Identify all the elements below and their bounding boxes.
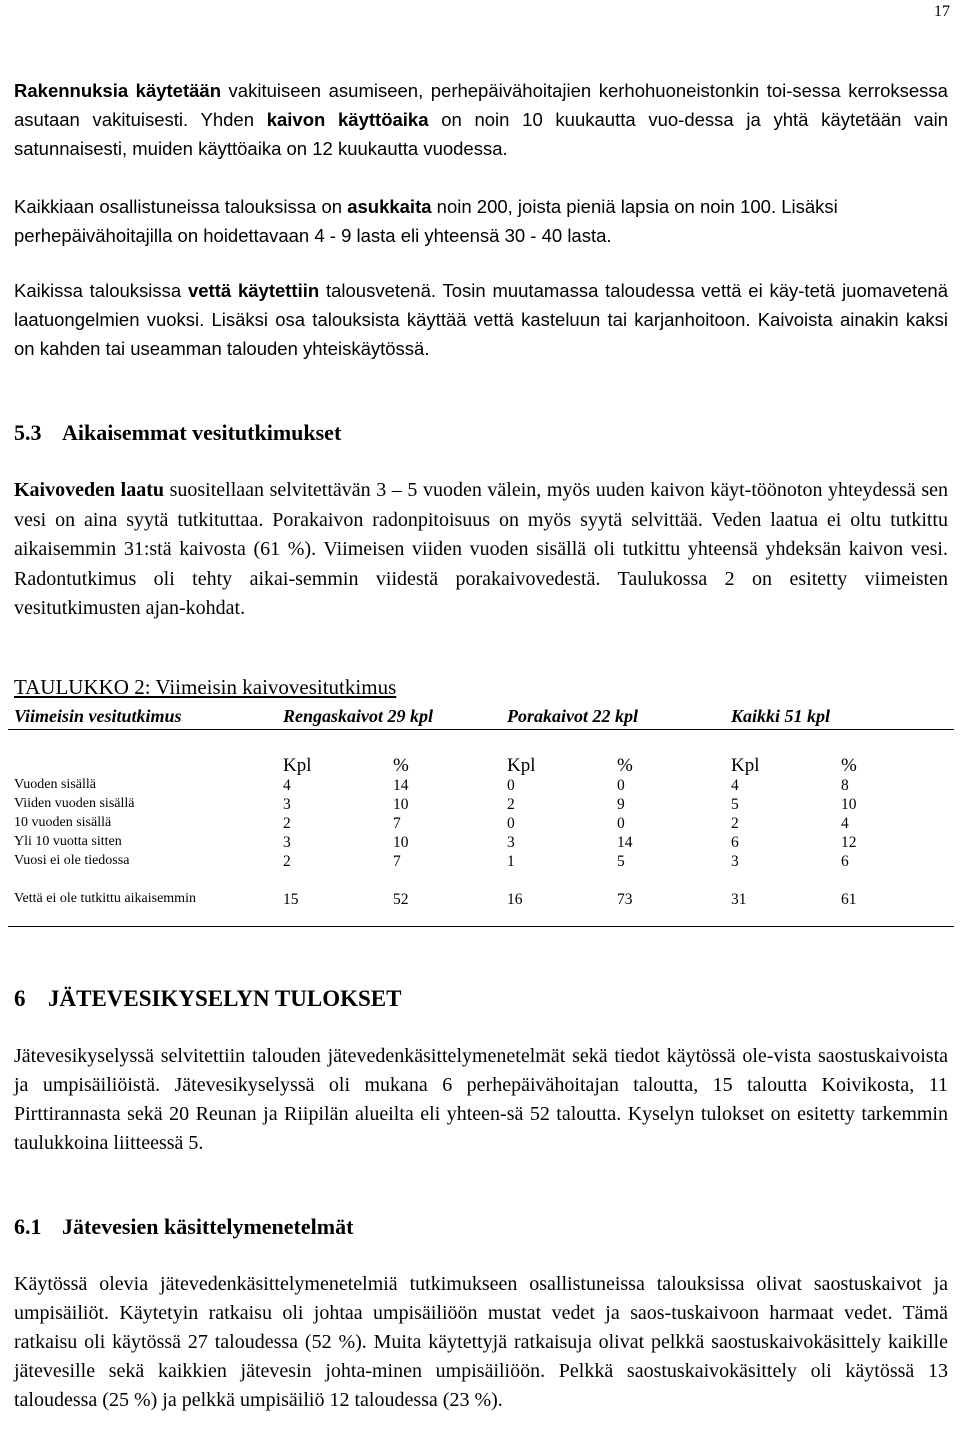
table-top-rule (8, 729, 954, 730)
paragraph-buildings: Rakennuksia käytetään vakituiseen asumiseen, perhepäivähoitajien kerhohuoneistonkin toi-sessa kerroksessa asutaan vakituisesti. Yhden kaivon käyttöaika on noin 10 kuukautta vuo-dessa ja yhtä käytetään vain satunnaisesti, muiden käyttöaika on 12 kuukautta vuodessa. (14, 80, 949, 159)
table-row: Viiden vuoden sisällä 3 10 2 9 5 10 (14, 796, 857, 813)
table-header-cell: Rengaskaivot 29 kpl (283, 706, 434, 726)
table-header-row (0, 706, 960, 726)
table-row: Vuoden sisällä 4 14 0 0 4 8 (14, 777, 849, 794)
table-header-cell: Viimeisin vesitutkimus (14, 706, 182, 726)
unit-cell: Kpl (507, 755, 536, 776)
paragraph-residents: Kaikkiaan osallistuneissa talouksissa on asukkaita noin 200, joista pieniä lapsia on noin 100. Lisäksi perhepäivähoitajilla on hoidettavaan 4 - 9 lasta eli yhteensä 30 - 40 lasta. (14, 196, 838, 246)
paragraph-water-quality: Kaivoveden laatu suositellaan selvitettävän 3 – 5 vuoden välein, myös uuden kaivon käyt-töönoton yhteydessä sen vesi on aina syytä tutkituttaa. Porakaivon radonpitoisuus on myös syytä selvittää. Veden laatua ei oltu tutkittu aikaisemmin 31:stä kaivosta (61 %). Viimeisen viiden vuoden sisällä oli tutkittu yhteensä yhdeksän kaivon vesi. Radontutkimus oli tehty aikai-semmin viidestä porakaivovedestä. Taulukossa 2 on esitetty viimeisten vesitutkimusten ajan-kohdat. (14, 479, 949, 619)
unit-cell: % (393, 755, 409, 776)
table-row: Yli 10 vuotta sitten 3 10 3 14 6 12 (14, 834, 857, 851)
section-heading-5-3: 5.3 Aikaisemmat vesitutkimukset (14, 420, 342, 445)
unit-cell: Kpl (283, 755, 312, 776)
section-heading-6: 6 JÄTEVESIKYSELYN TULOKSET (14, 986, 402, 1011)
table-bottom-rule (8, 926, 954, 927)
table-summary-row: Vettä ei ole tutkittu aikaisemmin 15 52 16 73 31 61 (14, 891, 857, 908)
table-header-cell: Porakaivot 22 kpl (507, 706, 638, 726)
paragraph-water-use: Kaikissa talouksissa vettä käytettiin talousvetenä. Tosin muutamassa taloudessa vettä ei käy-tetä juomavetenä laatuongelmien vuoksi. Lisäksi osa talouksista käyttää vettä kasteluun tai karjanhoitoon. Kaivoista ainakin kaksi on kahden tai useamman talouden yhteiskäytössä. (14, 280, 949, 359)
section-heading-6-1: 6.1 Jätevesien käsittelymenetelmät (14, 1214, 354, 1239)
table-row: 10 vuoden sisällä 2 7 0 0 2 4 (14, 815, 849, 832)
table-title: TAULUKKO 2: Viimeisin kaivovesitutkimus (14, 675, 397, 699)
paragraph-wastewater-survey: Jätevesikyselyssä selvitettiin talouden jätevedenkäsittelymenetelmät sekä tiedot käytössä ole-vista saostuskaivoista ja umpisäiliöistä. Jätevesikyselyssä oli mukana 6 perhepäivähoitajan taloutta, 15 taloutta Koivikosta, 11 Pirttirannasta sekä 20 Reunan ja Riipilän alueilta eli yhteen-sä 52 taloutta. Kyselyn tulokset on esitetty tarkemmin taulukkoina liitteessä 5. (14, 1045, 948, 1154)
unit-cell: Kpl (731, 755, 760, 776)
table-header-cell: Kaikki 51 kpl (731, 706, 831, 726)
unit-cell: % (841, 755, 857, 776)
page-number: 17 (934, 3, 950, 20)
unit-cell: % (617, 755, 633, 776)
paragraph-treatment-methods: Käytössä olevia jätevedenkäsittelymenetelmiä tutkimukseen osallistuneissa talouksissa olivat saostuskaivot ja umpisäiliöt. Käytetyin ratkaisu oli johtaa umpisäiliöön mustat vedet ja saos-tuskaivoon harmaat vedet. Tämä ratkaisu oli käytössä 27 taloudessa (52 %). Muita käytettyjä ratkaisuja olivat pelkkä saostuskaivokäsittely kaikille jätevesille sekä kaikkien jätevesin johta-minen umpisäiliöön. Pelkkä saostuskaivokäsittely oli käytössä 13 taloudessa (25 %) ja pelkkä umpisäiliö 12 taloudessa (23 %). (14, 1273, 948, 1411)
table-row: Vuosi ei ole tiedossa 2 7 1 5 3 6 (14, 853, 849, 870)
